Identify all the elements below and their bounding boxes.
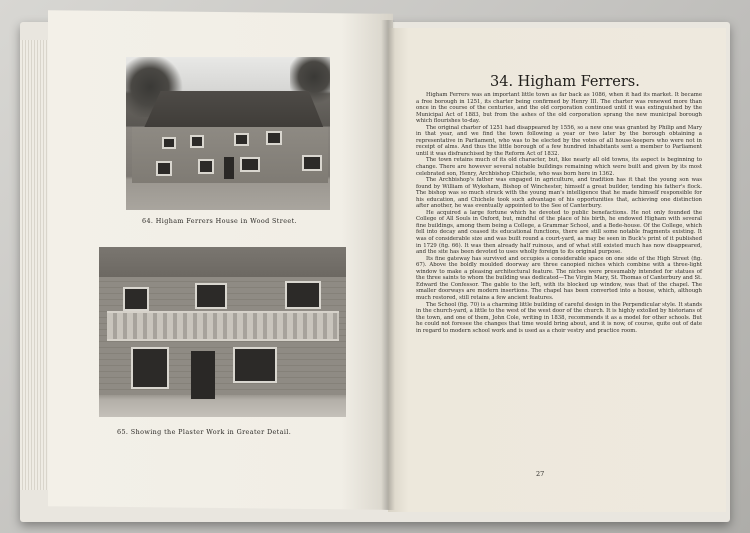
house-window bbox=[123, 287, 149, 311]
house-window bbox=[234, 133, 249, 146]
house-window bbox=[240, 157, 260, 172]
page-number: 27 bbox=[536, 470, 545, 478]
figure-64-photo bbox=[126, 57, 330, 210]
paragraph: Its fine gateway has survived and occupies a considerable space on one side of the High Street (fig. 67). Above the boldly moulded doorway are three canopied niches which combine with a three-light window to make a pleasing architectural feature. The niches were presumably intended for statues of the three saints to whom the building was dedicated—The Virgin Mary, St. Thomas of Canterbury and St. Edward the Confessor. The gable to the left, with its blocked up window, was that of the chapel. The smaller doorways are modern insertions. The chapel has been converted into a house, which, although much restored, still retains a few ancient features. bbox=[416, 255, 703, 301]
house-window bbox=[131, 347, 169, 389]
paragraph: The town retains much of its old character, but, like nearly all old towns, its aspect is beginning to change. There are however several notable buildings remaining which were built and given by its most celebrated son, Henry, Archbishop Chichele, who was born here in 1362. bbox=[416, 157, 702, 177]
paragraph: The Archbishop's father was engaged in agriculture, and tradition has it that the young son was found by William of Wykeham, Bishop of Winchester, himself a great builder, tending his father's flock. The bishop was so much struck with the young man's intelligence that he made himself responsible for his education, and Chichele took such advantage of his opportunities that, achieving one distinction after another, he was eventually appointed to the See of Canterbury. bbox=[416, 177, 702, 210]
plaster-work-band bbox=[107, 311, 339, 341]
house-roof bbox=[134, 91, 324, 129]
book-gutter bbox=[381, 20, 395, 510]
paragraph: The School (fig. 70) is a charming little building of careful design in the Perpendicular style. It stands in the church-yard, a little to the west of the west door of the church. It is highly extolled by historians of the town, and one of them, John Cole, writing in 1838, recommends it as a model for other schools. But he could not foresee the changes that time would bring about, and it is now, of course, quite out of date in regard to modern school work and is used as a choir vestry and practice room. bbox=[416, 301, 702, 334]
chapter-heading: 34. Higham Ferrers. bbox=[490, 74, 640, 90]
page-edges bbox=[20, 40, 50, 490]
house-window bbox=[285, 281, 321, 309]
figure-64-caption: 64. Higham Ferrers House in Wood Street. bbox=[142, 217, 297, 225]
house-window bbox=[198, 159, 214, 174]
house-window bbox=[190, 135, 204, 148]
paragraph: Higham Ferrers was an important little town as far back as 1086, when it had its market. It became a free borough in 1251, its charter being confirmed by Henry III. The charter was renewed more than once in the course of the centuries, and the old corporation continued until it was extinguished by the Municipal Act of 1883, but from the ashes of the old corporation sprang the new municipal borough which flourishes to-day. bbox=[416, 92, 702, 125]
house-window bbox=[162, 137, 176, 149]
house-door bbox=[191, 351, 215, 399]
house-door bbox=[224, 157, 234, 179]
figure-65-caption: 65. Showing the Plaster Work in Greater Detail. bbox=[117, 428, 292, 436]
house-window bbox=[233, 347, 277, 383]
house-window bbox=[195, 283, 227, 309]
house-window bbox=[266, 131, 282, 145]
body-text bbox=[416, 92, 702, 334]
figure-65-photo bbox=[99, 247, 346, 417]
house-window bbox=[302, 155, 322, 171]
paragraph: He acquired a large fortune which he devoted to public benefactions. He not only founded the College of All Souls in Oxford, but, mindful of the place of his birth, he endowed Higham with several fine buildings, among them being a College, a Grammar School, and a Bede-house. Of the College, which fell into decay and ceased its educational functions, there are still some notable fragments existing. It was of considerable size and was built round a court-yard, as may be seen in Buck's print of it published in 1729 (fig. 66). It was then already half ruinous, and of what still existed much has now disappeared, and the site has been devoted to uses wholly foreign to its original purpose. bbox=[416, 209, 702, 256]
house-window bbox=[156, 161, 172, 176]
paragraph: The original charter of 1251 had disappeared by 1556, so a new one was granted by Philip and Mary in that year, and we find the town following a year or two later by the borough obtaining a representative in Parliament, who was to be elected by the votes of all house-keepers who were not in receipt of alms. And thus the little borough of a few hundred inhabitants sent a member to Parliament until it was disfranchised by the Reform Act of 1832. bbox=[416, 124, 702, 157]
